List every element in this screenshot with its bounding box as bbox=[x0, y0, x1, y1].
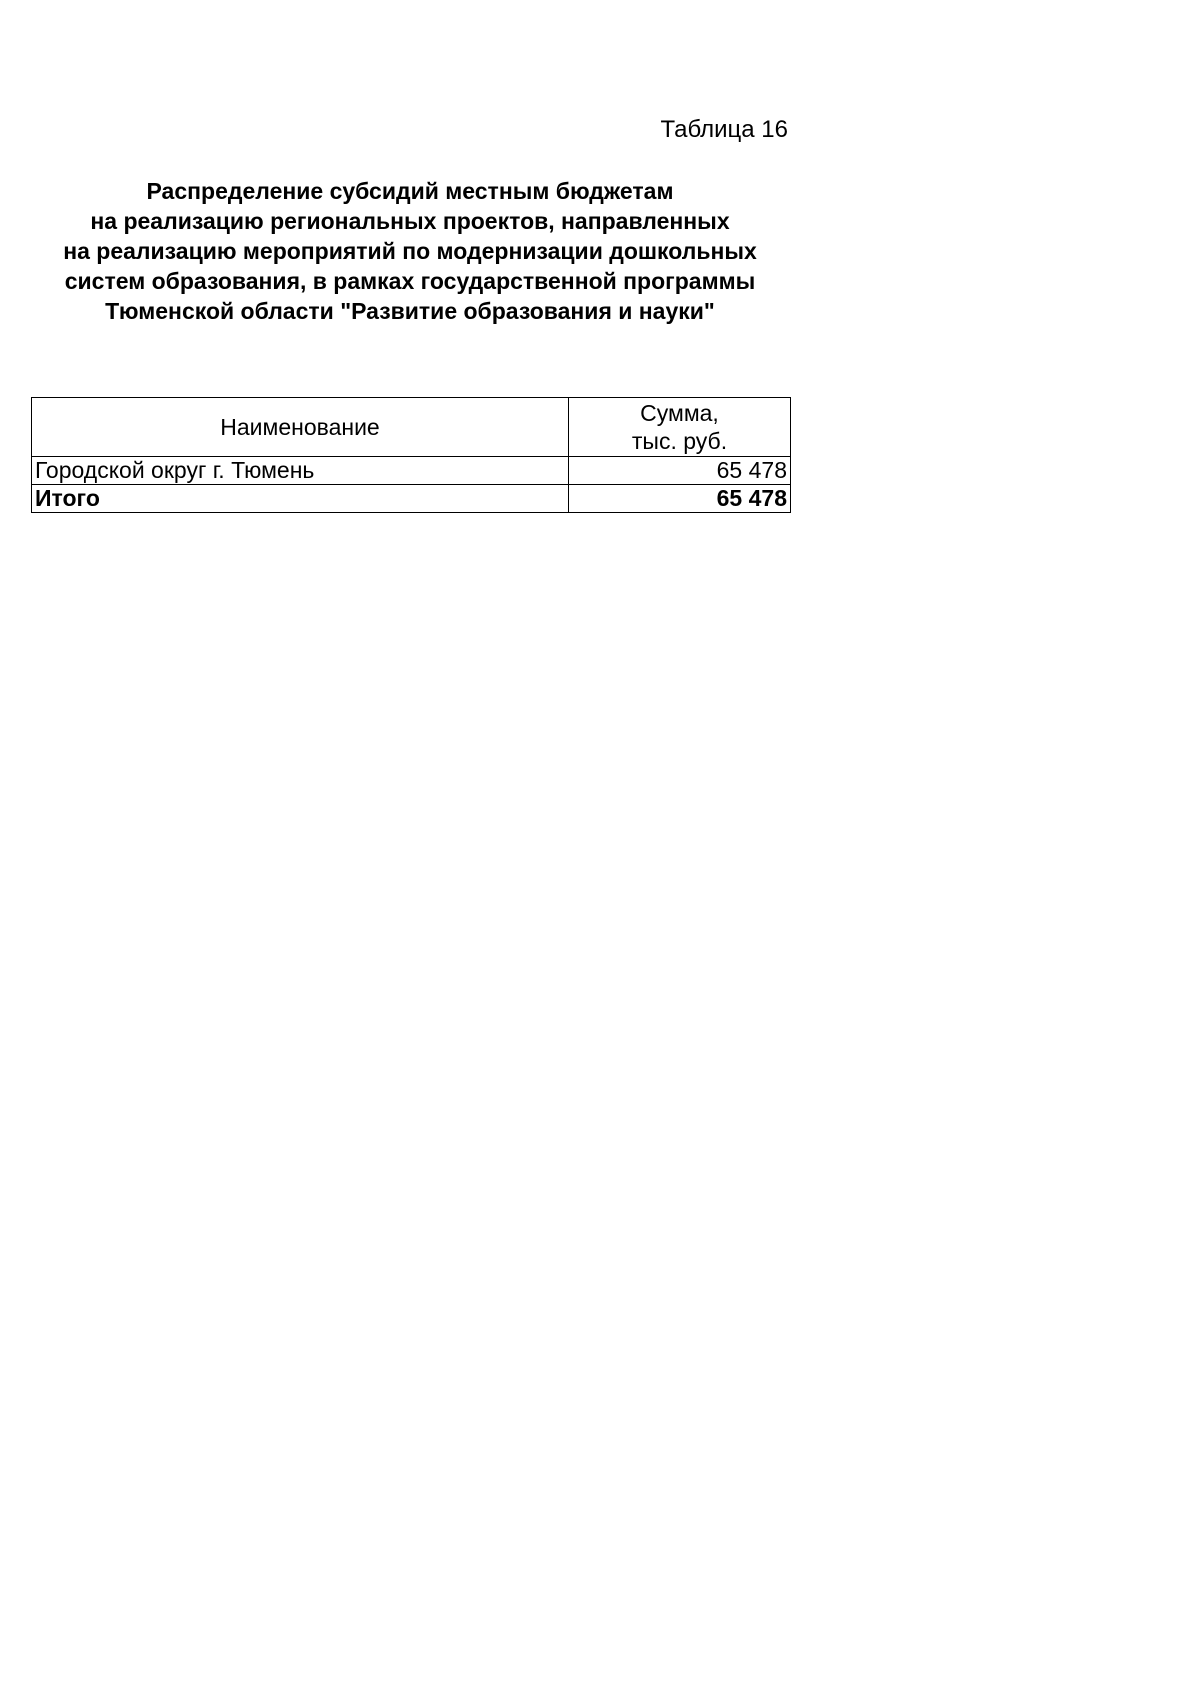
total-row bbox=[32, 485, 791, 513]
document-title bbox=[30, 176, 790, 326]
table-row bbox=[32, 457, 791, 485]
column-header-sum-line1: Сумма, bbox=[640, 400, 719, 426]
row-name-cell: Городской округ г. Тюмень bbox=[32, 457, 569, 485]
title-line: Тюменской области "Развитие образования и науки" bbox=[105, 298, 715, 324]
row-sum-cell: 65 478 bbox=[569, 457, 791, 485]
title-line: систем образования, в рамках государственной программы bbox=[64, 268, 756, 294]
column-header-sum-line2: тыс. руб. bbox=[631, 428, 728, 454]
total-label-cell: Итого bbox=[32, 485, 569, 513]
table-number: Таблица 16 bbox=[660, 116, 788, 143]
total-sum-cell: 65 478 bbox=[569, 485, 791, 513]
subsidy-table bbox=[31, 397, 791, 513]
column-header-sum bbox=[569, 398, 791, 457]
table-header-row bbox=[32, 398, 791, 457]
title-line: Распределение субсидий местным бюджетам bbox=[146, 178, 674, 204]
column-header-name: Наименование bbox=[32, 398, 569, 457]
title-line: на реализацию региональных проектов, направленных bbox=[90, 208, 730, 234]
title-line: на реализацию мероприятий по модернизации дошкольных bbox=[63, 238, 757, 264]
